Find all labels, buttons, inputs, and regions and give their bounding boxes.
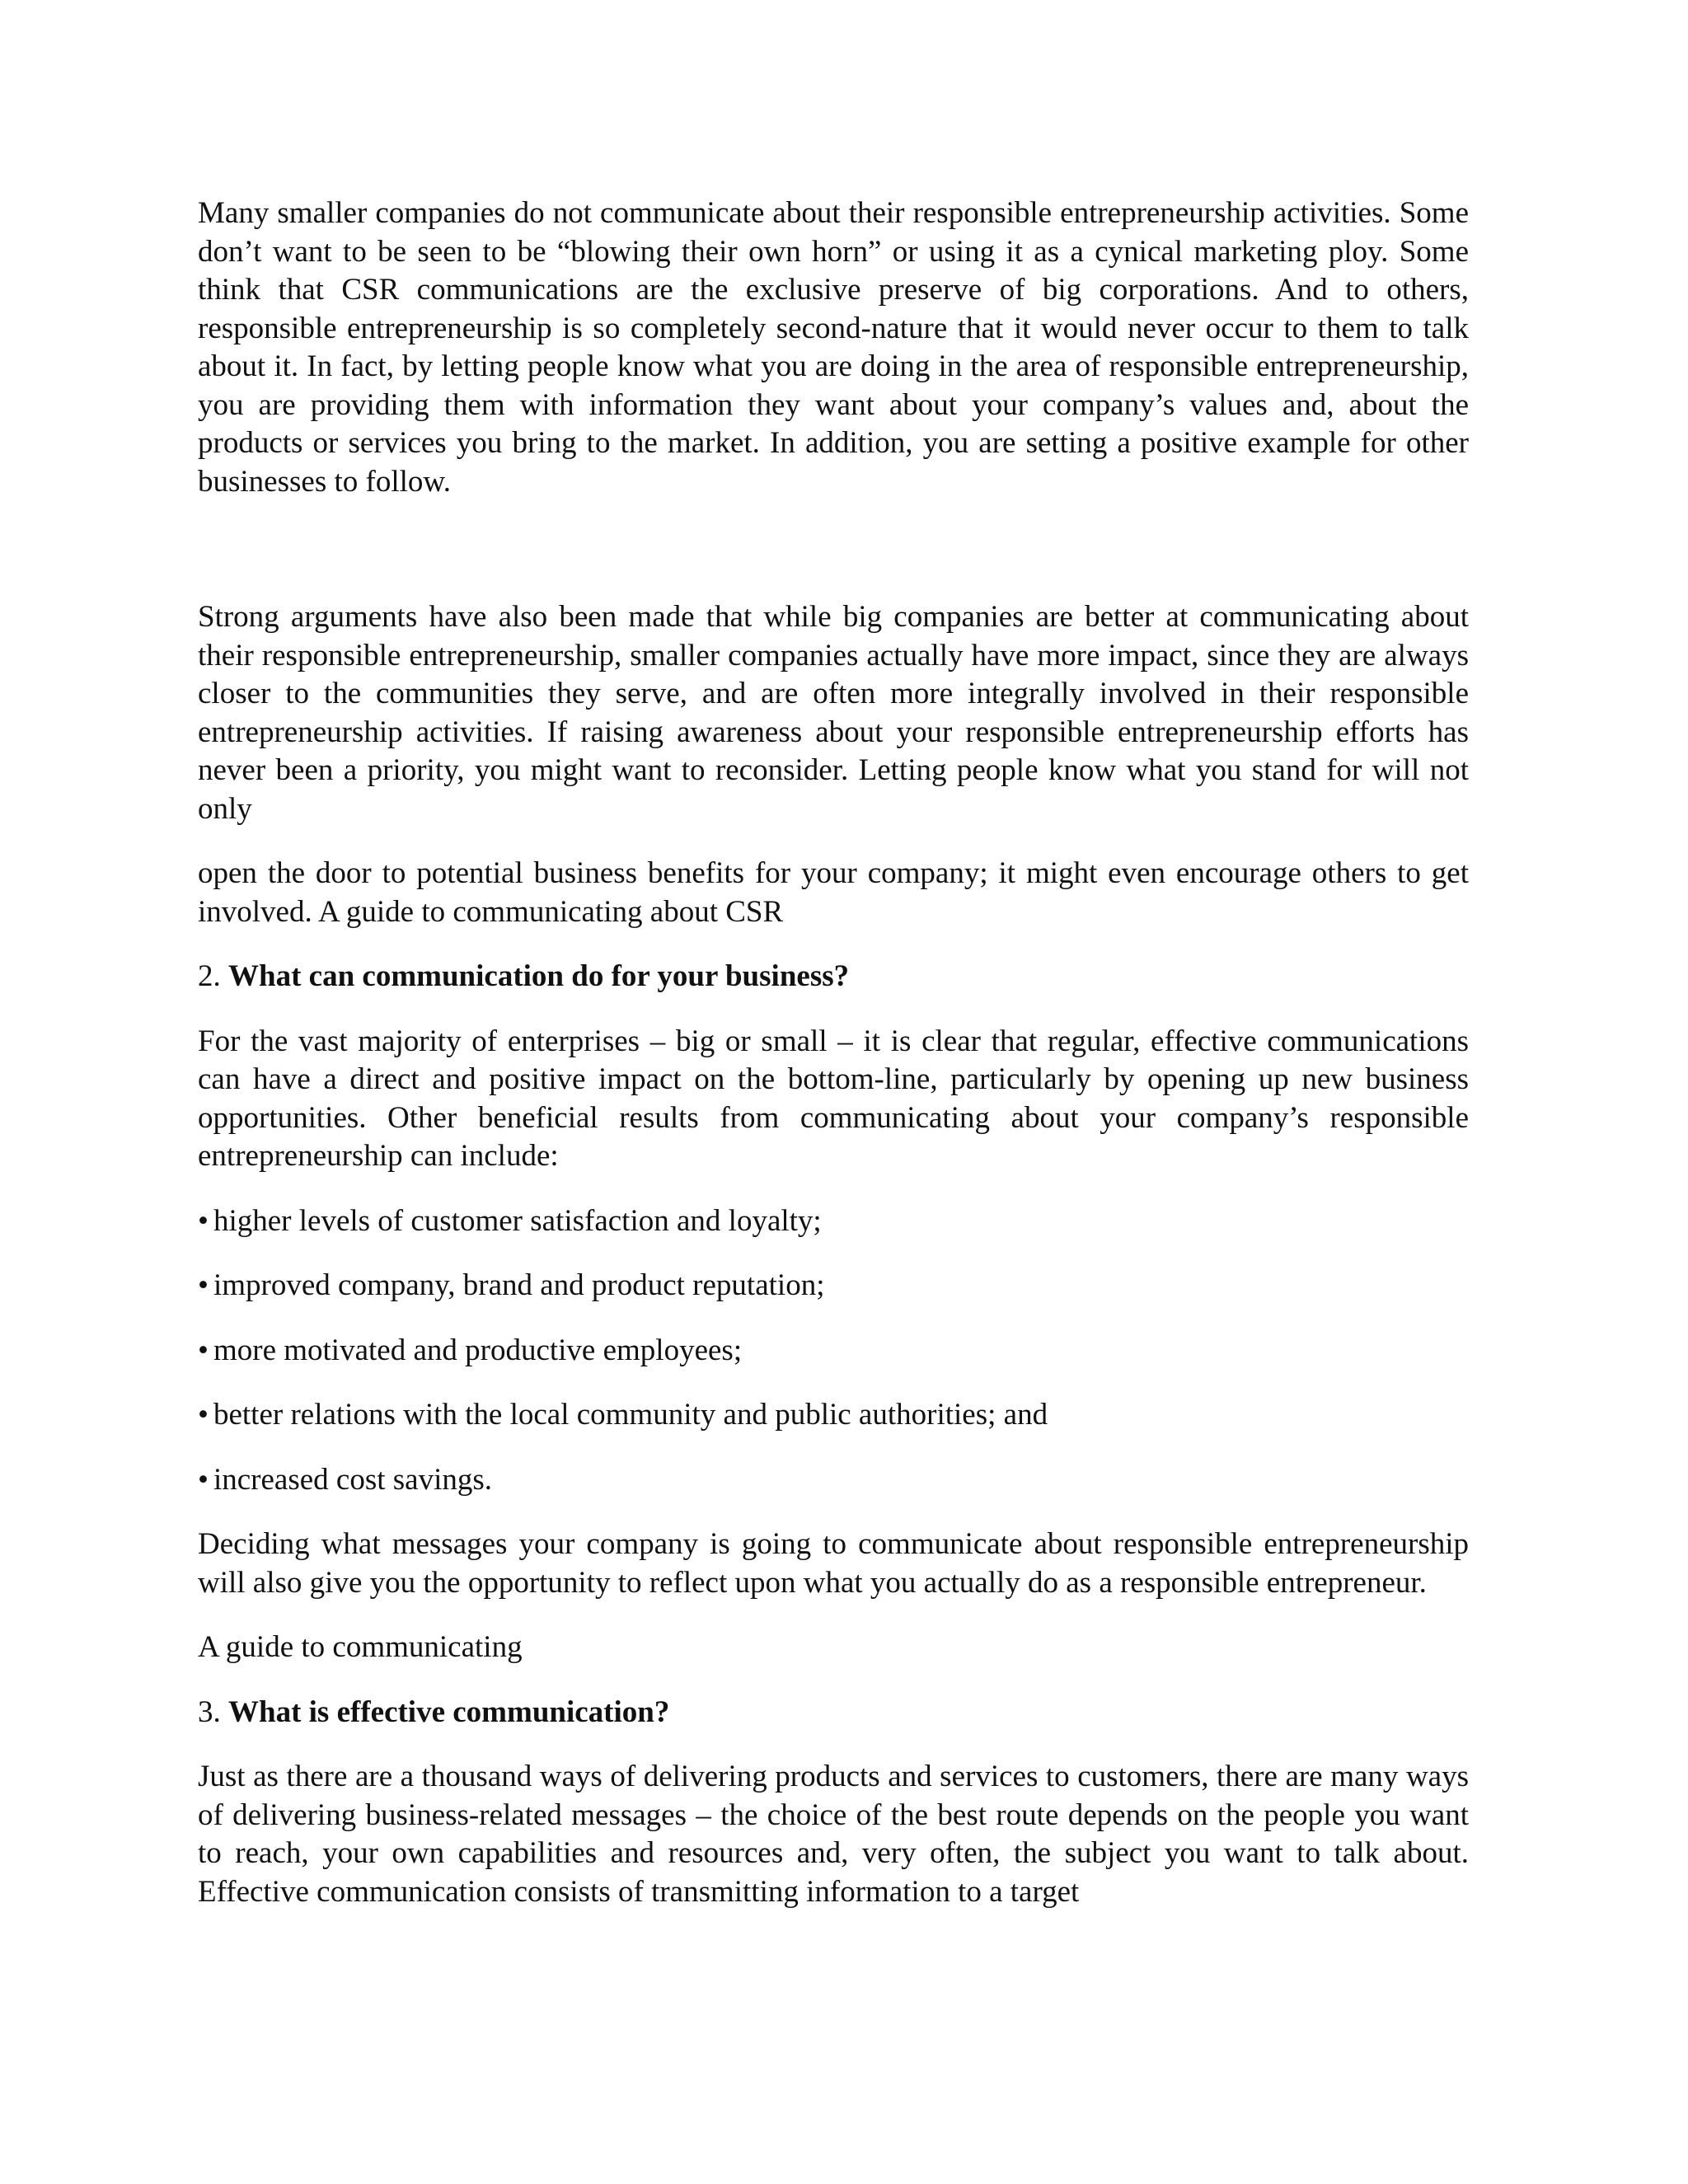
document-page (198, 194, 1469, 1911)
bullet-icon: • (198, 1333, 209, 1367)
paragraph-communication-benefits: For the vast majority of enterprises – big or small – it is clear that regular, effective communications can have a direct and positive impact on the bottom-line, particularly by opening up new business opportunities. Other beneficial results from communicating about your company’s responsible entrepreneurship can include: (198, 1024, 1469, 1173)
list-item (198, 1396, 1469, 1435)
paragraph-guide-to-communicating: A guide to communicating (198, 1630, 523, 1664)
bullet-icon: • (198, 1398, 209, 1432)
section-heading-number: 3. (198, 1694, 221, 1729)
list-item (198, 1332, 1469, 1371)
section-heading-3 (198, 1694, 1469, 1732)
bullet-icon: • (198, 1268, 209, 1302)
paragraph-csr-communication-reluctance: Many smaller companies do not communicate about their responsible entrepreneurship activities. Some don’t want to be seen to be “blowing their own horn” or using it as a cynical marketing ploy. Some think that CSR communications are the exclusive preserve of big corporations. And to others, responsible entrepreneurship is so completely second-nature that it would never occur to them to talk about it. In fact, by letting people know what you are doing in the area of responsible entrepreneurship, you are providing them with information they want about your company’s values and, about the products or services you bring to the market. In addition, you are setting a positive example for other businesses to follow. (198, 196, 1469, 499)
bullet-icon: • (198, 1462, 209, 1497)
paragraph-open-the-door: open the door to potential business benefits for your company; it might even encourage others to get involved. A guide to communicating about CSR (198, 856, 1469, 929)
section-heading-number: 2. (198, 959, 221, 993)
list-item-text: higher levels of customer satisfaction and loyalty; (213, 1203, 822, 1238)
bullet-icon: • (198, 1203, 209, 1238)
list-item (198, 1267, 1469, 1305)
section-heading-title: What can communication do for your business? (228, 959, 850, 993)
list-item-text: improved company, brand and product reputation; (213, 1268, 825, 1302)
list-item-text: better relations with the local community and public authorities; and (213, 1398, 1048, 1432)
list-item (198, 1461, 1469, 1500)
benefits-bullet-list (198, 1202, 1469, 1500)
section-heading-2 (198, 958, 1469, 996)
list-item-text: increased cost savings. (213, 1462, 493, 1497)
list-item (198, 1202, 1469, 1241)
paragraph-small-company-impact: Strong arguments have also been made that while big companies are better at communicating about their responsible entrepreneurship, smaller companies actually have more impact, since they are always closer to the communities they serve, and are often more integrally involved in their responsible entrepreneurship activities. If raising awareness about your responsible entrepreneurship efforts has never been a priority, you might want to reconsider. Letting people know what you stand for will not only (198, 600, 1469, 826)
section-heading-title: What is effective communication? (228, 1694, 670, 1729)
paragraph-effective-communication: Just as there are a thousand ways of delivering products and services to customers, there are many ways of delivering business-related messages – the choice of the best route depends on the people you want to reach, your own capabilities and resources and, very often, the subject you want to talk about. Effective communication consists of transmitting information to a target (198, 1760, 1469, 1909)
paragraph-deciding-messages: Deciding what messages your company is going to communicate about responsible entrepreneurship will also give you the opportunity to reflect upon what you actually do as a responsible entrepreneur. (198, 1527, 1469, 1600)
list-item-text: more motivated and productive employees; (213, 1333, 743, 1367)
